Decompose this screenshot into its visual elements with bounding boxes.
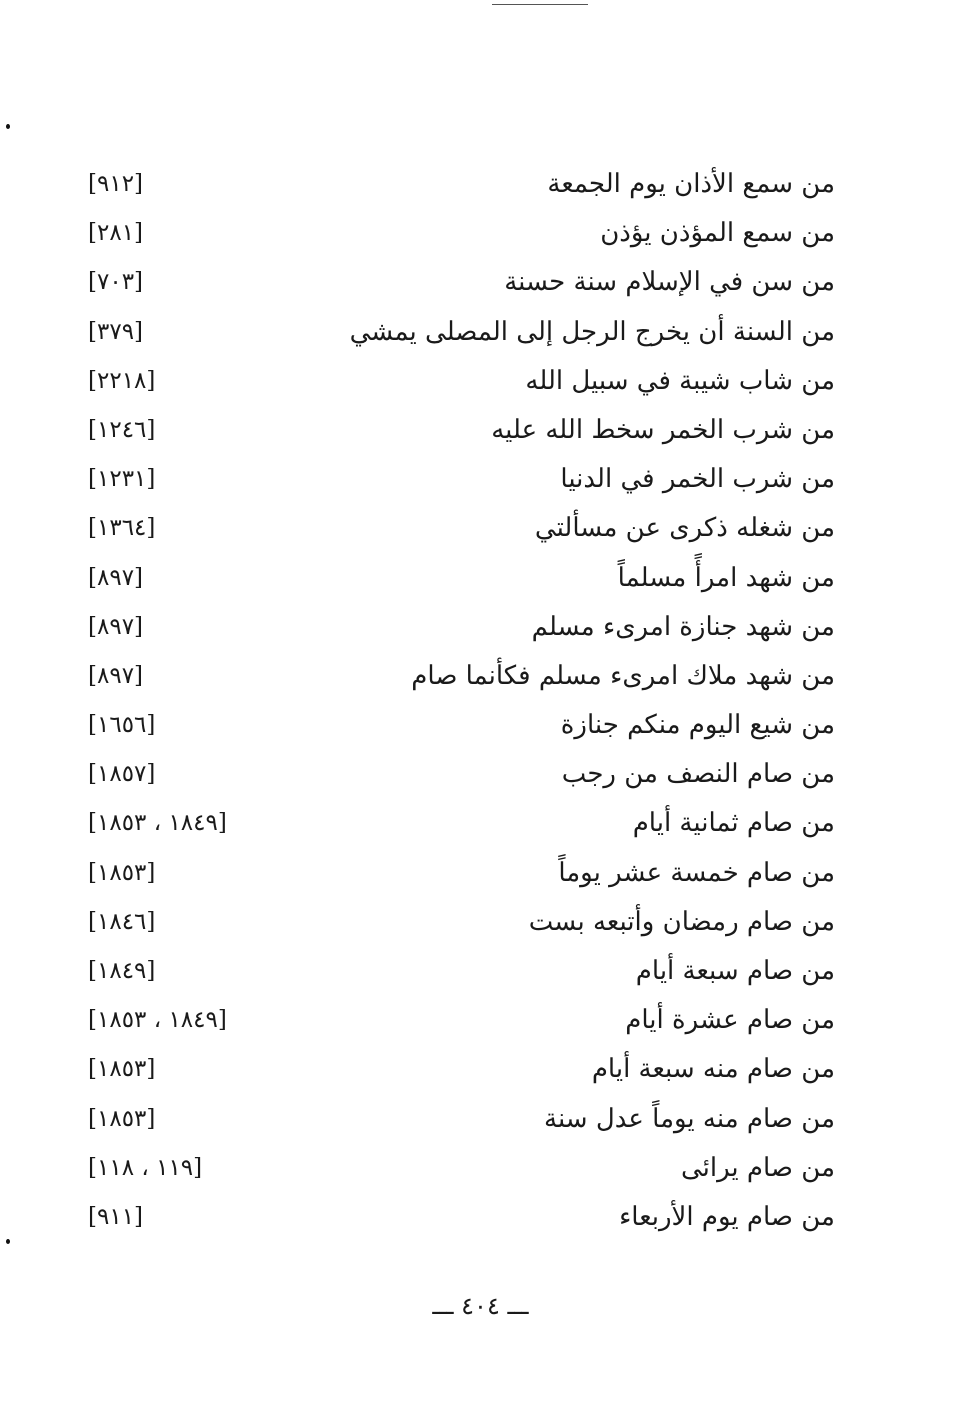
- entry-reference: [١١٩ ، ١١٨]: [88, 1154, 203, 1181]
- entry-text: من شهد جنازة امرىء مسلم: [531, 611, 835, 642]
- entry-reference: [١٨٥٣]: [88, 1105, 156, 1132]
- index-entries: [0, 160, 961, 1242]
- index-entry: [0, 996, 961, 1045]
- index-entry: [0, 554, 961, 603]
- index-entry: [0, 1144, 961, 1193]
- entry-reference: [١٢٤٦]: [88, 416, 156, 443]
- index-entry: [0, 750, 961, 799]
- entry-reference: [٧٠٣]: [88, 269, 144, 296]
- entry-reference: [٨٩٧]: [88, 662, 144, 689]
- index-entry: [0, 160, 961, 209]
- entry-text: من صام النصف من رجب: [561, 759, 835, 790]
- entry-reference: [٢٨١]: [88, 220, 144, 247]
- entry-text: من شرب الخمر في الدنيا: [560, 464, 835, 495]
- entry-text: من صام خمسة عشر يوماً: [558, 857, 835, 888]
- entry-reference: [١٨٤٦]: [88, 908, 156, 935]
- entry-text: من شاب شيبة في سبيل الله: [525, 365, 835, 396]
- index-entry: [0, 1193, 961, 1242]
- entry-text: من سمع المؤذن يؤذن: [600, 218, 835, 249]
- index-entry: [0, 1045, 961, 1094]
- entry-text: من صام يرائى: [680, 1152, 835, 1183]
- entry-text: من صام سبعة أيام: [635, 956, 835, 986]
- entry-text: من شهد ملاك امرىء مسلم فكأنما صام: [411, 660, 835, 691]
- index-entry: [0, 652, 961, 701]
- index-entry: [0, 209, 961, 258]
- entry-reference: [١٢٣١]: [88, 466, 156, 493]
- entry-reference: [٣٧٩]: [88, 318, 144, 345]
- entry-text: من صام ثمانية أيام: [632, 808, 835, 839]
- entry-text: من شغله ذكرى عن مسألتي: [534, 513, 835, 544]
- index-entry: [0, 258, 961, 307]
- entry-text: من سمع الأذان يوم الجمعة: [547, 169, 835, 199]
- index-entry: [0, 849, 961, 898]
- entry-reference: [١٨٤٩]: [88, 958, 156, 984]
- index-entry: [0, 799, 961, 848]
- entry-reference: [١٨٤٩ ، ١٨٥٣]: [88, 810, 227, 837]
- index-entry: [0, 357, 961, 406]
- entry-text: من شرب الخمر سخط الله عليه: [491, 414, 835, 445]
- index-entry: [0, 603, 961, 652]
- index-entry: [0, 898, 961, 947]
- entry-text: من شهد امرأً مسلماً: [617, 562, 835, 593]
- entry-reference: [١٨٥٣]: [88, 1056, 156, 1083]
- entry-text: من شيع اليوم منكم جنازة: [560, 710, 835, 741]
- entry-reference: [١٣٦٤]: [88, 515, 156, 542]
- entry-reference: [١٨٤٩ ، ١٨٥٣]: [88, 1007, 227, 1034]
- entry-text: من سن في الإسلام سنة حسنة: [504, 267, 835, 298]
- entry-reference: [٢٢١٨]: [88, 367, 156, 394]
- margin-mark: [6, 124, 10, 129]
- entry-text: من السنة أن يخرج الرجل إلى المصلى يمشي: [349, 316, 835, 347]
- entry-reference: [١٨٥٣]: [88, 859, 156, 886]
- top-rule: [492, 4, 588, 5]
- entry-text: من صام منه يوماً عدل سنة: [544, 1103, 835, 1134]
- index-entry: [0, 701, 961, 750]
- index-entry: [0, 504, 961, 553]
- entry-text: من صام يوم الأربعاء: [619, 1201, 835, 1232]
- entry-text: من صام منه سبعة أيام: [591, 1054, 835, 1085]
- index-entry: [0, 308, 961, 357]
- entry-reference: [٩١١]: [88, 1203, 144, 1230]
- index-entry: [0, 1095, 961, 1144]
- entry-text: من صام عشرة أيام: [625, 1005, 835, 1036]
- index-entry: [0, 406, 961, 455]
- entry-reference: [١٨٥٧]: [88, 761, 156, 788]
- entry-reference: [١٦٥٦]: [88, 712, 156, 739]
- index-entry: [0, 947, 961, 996]
- index-entry: [0, 455, 961, 504]
- page-number: ـــ ٤٠٤ ـــ: [432, 1292, 529, 1320]
- entry-reference: [٨٩٧]: [88, 613, 144, 640]
- entry-reference: [٨٩٧]: [88, 564, 144, 591]
- entry-text: من صام رمضان وأتبعه بست: [528, 906, 835, 937]
- entry-reference: [٩١٢]: [88, 171, 144, 197]
